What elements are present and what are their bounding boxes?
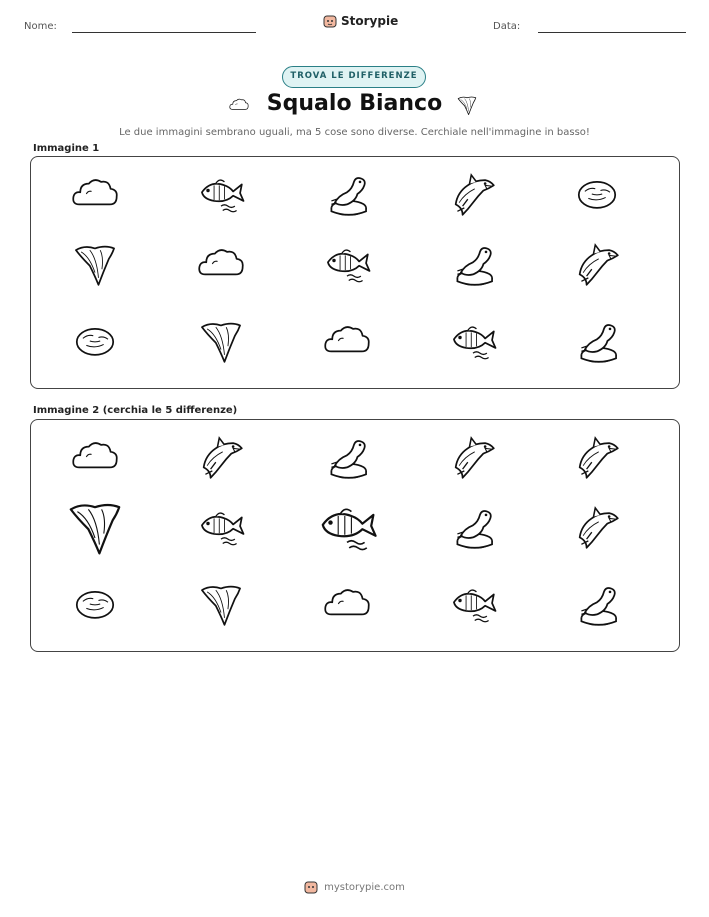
rock-icon: [69, 315, 121, 367]
instructions: Le due immagini sembrano uguali, ma 5 cose sono diverse. Cerchiale nell'immagine in basso!: [119, 127, 590, 138]
cloud-icon: [69, 168, 121, 220]
date-field[interactable]: [538, 32, 686, 33]
cloud-icon: [195, 238, 247, 290]
title-shark-tooth-icon: [455, 90, 479, 120]
image2-label: Immagine 2 (cerchia le 5 differenze): [33, 405, 238, 416]
image1-panel: [30, 156, 680, 389]
shark-icon[interactable]: [571, 431, 623, 483]
storypie-logo-icon: [323, 14, 337, 28]
shark-tooth-icon[interactable]: [195, 578, 247, 630]
cloud-icon[interactable]: [69, 431, 121, 483]
fish-icon: [447, 315, 499, 367]
seal-icon: [447, 238, 499, 290]
shark-tooth-icon: [195, 315, 247, 367]
shark-tooth-icon[interactable]: [62, 494, 128, 560]
storypie-footer-icon: [304, 880, 318, 894]
activity-badge: TROVA LE DIFFERENZE: [282, 66, 426, 88]
fish-icon[interactable]: [314, 494, 380, 560]
shark-tooth-icon: [69, 238, 121, 290]
cloud-icon[interactable]: [321, 578, 373, 630]
seal-icon[interactable]: [321, 431, 373, 483]
seal-icon[interactable]: [571, 578, 623, 630]
date-label: Data:: [493, 21, 521, 32]
fish-icon[interactable]: [447, 578, 499, 630]
cloud-icon: [321, 315, 373, 367]
shark-icon[interactable]: [447, 431, 499, 483]
seal-icon: [321, 168, 373, 220]
page-title: Squalo Bianco: [266, 91, 443, 116]
image2-panel[interactable]: [30, 419, 680, 652]
shark-icon: [571, 238, 623, 290]
footer-url: mystorypie.com: [324, 881, 405, 893]
footer: [0, 880, 709, 894]
name-field[interactable]: [72, 32, 256, 33]
fish-icon: [321, 238, 373, 290]
rock-icon: [571, 168, 623, 220]
fish-icon: [195, 168, 247, 220]
brand-logo: [323, 14, 398, 28]
seal-icon: [571, 315, 623, 367]
shark-icon: [447, 168, 499, 220]
shark-icon[interactable]: [195, 431, 247, 483]
name-label: Nome:: [24, 21, 57, 32]
brand-name: Storypie: [341, 14, 399, 28]
shark-icon[interactable]: [571, 501, 623, 553]
fish-icon[interactable]: [195, 501, 247, 553]
seal-icon[interactable]: [447, 501, 499, 553]
image1-label: Immagine 1: [33, 143, 100, 154]
rock-icon[interactable]: [69, 578, 121, 630]
